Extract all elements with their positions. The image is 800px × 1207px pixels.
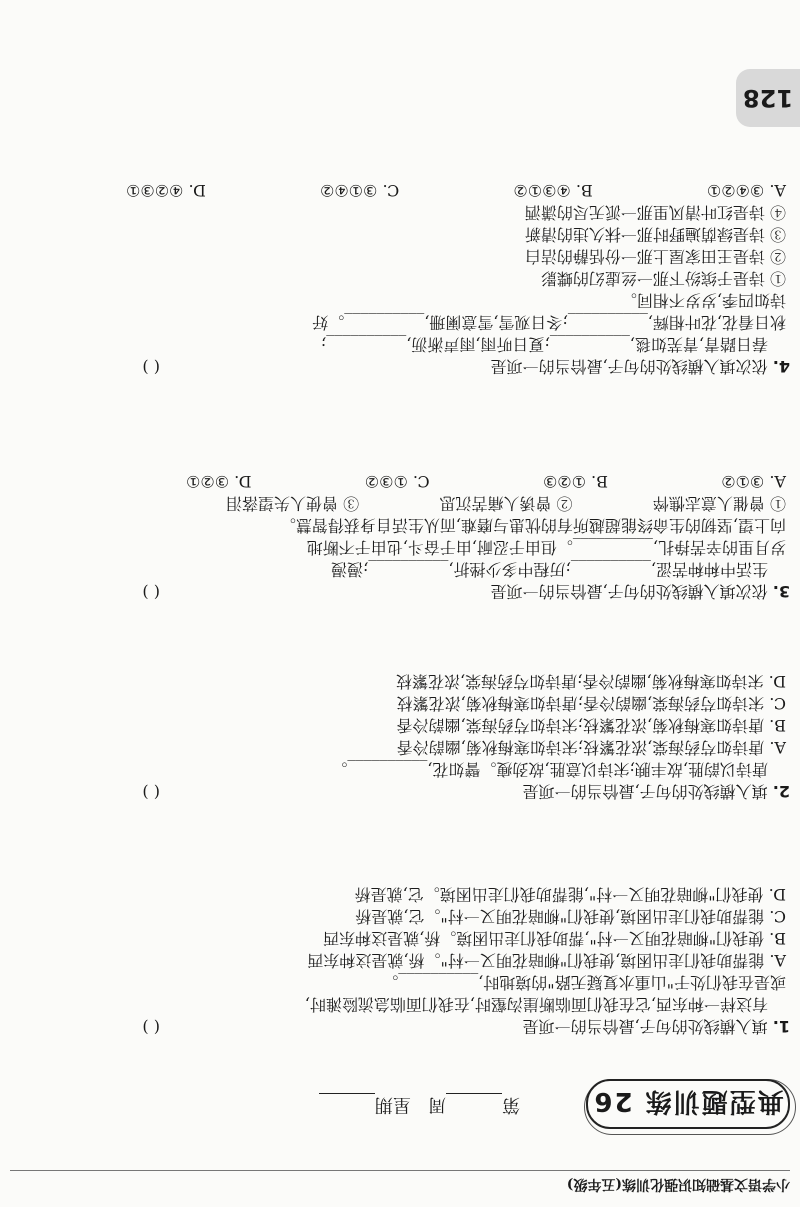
question-3 (10, 470, 790, 602)
option-c[interactable]: C. 能帮助我们走出困境,使我们"柳暗花明又一村"。它,就是桥 (355, 907, 786, 926)
header-title: 小学语文基础知识强化训练(五年级) (566, 1176, 790, 1192)
options-row (126, 179, 790, 201)
option-d[interactable]: D. ④②③① (126, 181, 206, 200)
question-4 (10, 179, 790, 377)
sub-item: ④ 诗是红叶清风里那一派无尽的潇洒 (524, 203, 786, 222)
passage-line: 岁月里的辛苦挣扎,__________。但由于忍耐,由于奋斗,也由于不断地 (306, 538, 786, 557)
sub-item: ① 诗是于缤纷下那一丝虚幻的蝶影 (540, 269, 786, 288)
question-stem: 填入横线处的句子,最恰当的一项是 (522, 1017, 768, 1036)
sub-item: ③ 诗是绿荫遍野时那一抹久违的清新 (524, 225, 786, 244)
option-d[interactable]: D. 宋诗如寒梅秋菊,幽韵冷香;唐诗如芍药海棠,浓花繁枝 (396, 672, 786, 691)
sub-item: ② 诗是王田家屋上那一份恬静的洁白 (524, 247, 786, 266)
option-a[interactable]: A. 唐诗如芍药海棠,浓花繁枝;宋诗如寒梅秋菊,幽韵冷香 (396, 738, 786, 757)
option-a[interactable]: A. 能帮助我们走出困境,使我们"柳暗花明又一村"。桥,就是这种东西 (307, 951, 786, 970)
question-stem: 依次填入横线处的句子,最恰当的一项是 (490, 357, 768, 376)
passage-line: 唐诗以韵胜,故丰腴;宋诗以意胜,故劲瘦。譬如花,__________。 (331, 760, 768, 779)
question-number: 3. (772, 582, 790, 601)
option-b[interactable]: B. ④③①② (513, 181, 593, 200)
answer-blank[interactable]: ( ) (142, 358, 160, 377)
question-2 (10, 670, 790, 802)
sub-item: ③ 曾使人失望落泪 (226, 494, 360, 513)
question-number: 2. (772, 782, 790, 801)
question-stem: 依次填入横线处的句子,最恰当的一项是 (490, 582, 768, 601)
date-weekday: 星期 (374, 1094, 411, 1115)
passage-line: 向上望,坚韧的生命终能超越所有的忧患与磨难,而从生活自身获得智慧。 (279, 516, 786, 535)
option-c[interactable]: C. 宋诗如芍药海棠,幽韵冷香;唐诗如寒梅秋菊,浓花繁枝 (396, 694, 786, 713)
passage-line: 生活中种种苦涩,__________;历程中多少挫折,__________;漫漫 (331, 560, 768, 579)
option-b[interactable]: B. 唐诗如寒梅秋菊,浓花繁枝;宋诗如芍药海棠,幽韵冷香 (396, 716, 786, 735)
week-blank[interactable] (446, 1093, 502, 1094)
question-stem: 填入横线处的句子,最恰当的一项是 (522, 782, 768, 801)
options-row (186, 470, 790, 492)
answer-blank[interactable]: ( ) (142, 783, 160, 802)
header-divider (10, 1170, 790, 1171)
passage-line: 诗如四季,岁岁不相同。 (620, 291, 786, 310)
sub-items-row (226, 492, 790, 514)
passage-line: 或是在我们处于"山重水复疑无路"的境地时,__________。 (382, 973, 786, 992)
passage-line: 春日踏青,青芜如毯,__________;夏日听雨,雨声淅沥,__________; (320, 335, 768, 354)
question-1 (10, 883, 790, 1037)
question-number: 4. (772, 357, 790, 376)
option-d[interactable]: D. 使我们"柳暗花明又一村",能帮助我们走出困境。它,就是桥 (354, 885, 786, 904)
weekday-blank[interactable] (319, 1093, 375, 1094)
answer-blank[interactable]: ( ) (142, 583, 160, 602)
option-c[interactable]: C. ③①④② (320, 181, 400, 200)
option-b[interactable]: B. 使我们"柳暗花明又一村",帮助我们走出困境。桥,就是这种东西 (323, 929, 786, 948)
date-prefix: 第 (502, 1094, 520, 1115)
passage-line: 秋日看花,花叶相辉,__________;冬日观雪,雪意阑珊,__________。好 (312, 313, 786, 332)
passage-line: 有这样一种东西,它在我们面临断崖沟壑时,在我们面临急流险滩时, (304, 995, 768, 1014)
date-week: 周 (428, 1094, 446, 1115)
exercise-banner: 典型题训练 26 (586, 1079, 790, 1129)
answer-blank[interactable]: ( ) (142, 1018, 160, 1037)
option-a[interactable]: A. ③①② (721, 472, 786, 491)
option-b[interactable]: B. ①②③ (542, 472, 608, 491)
option-c[interactable]: C. ①③② (364, 472, 430, 491)
question-number: 1. (772, 1017, 790, 1036)
option-d[interactable]: D. ③②① (186, 472, 252, 491)
sub-item: ① 曾催人意志憔悴 (652, 494, 786, 513)
option-a[interactable]: A. ③④②① (706, 181, 786, 200)
date-line (319, 1093, 520, 1119)
page-number: 128 (736, 69, 800, 127)
sub-item: ② 曾诱人痛苦沉思 (439, 494, 573, 513)
